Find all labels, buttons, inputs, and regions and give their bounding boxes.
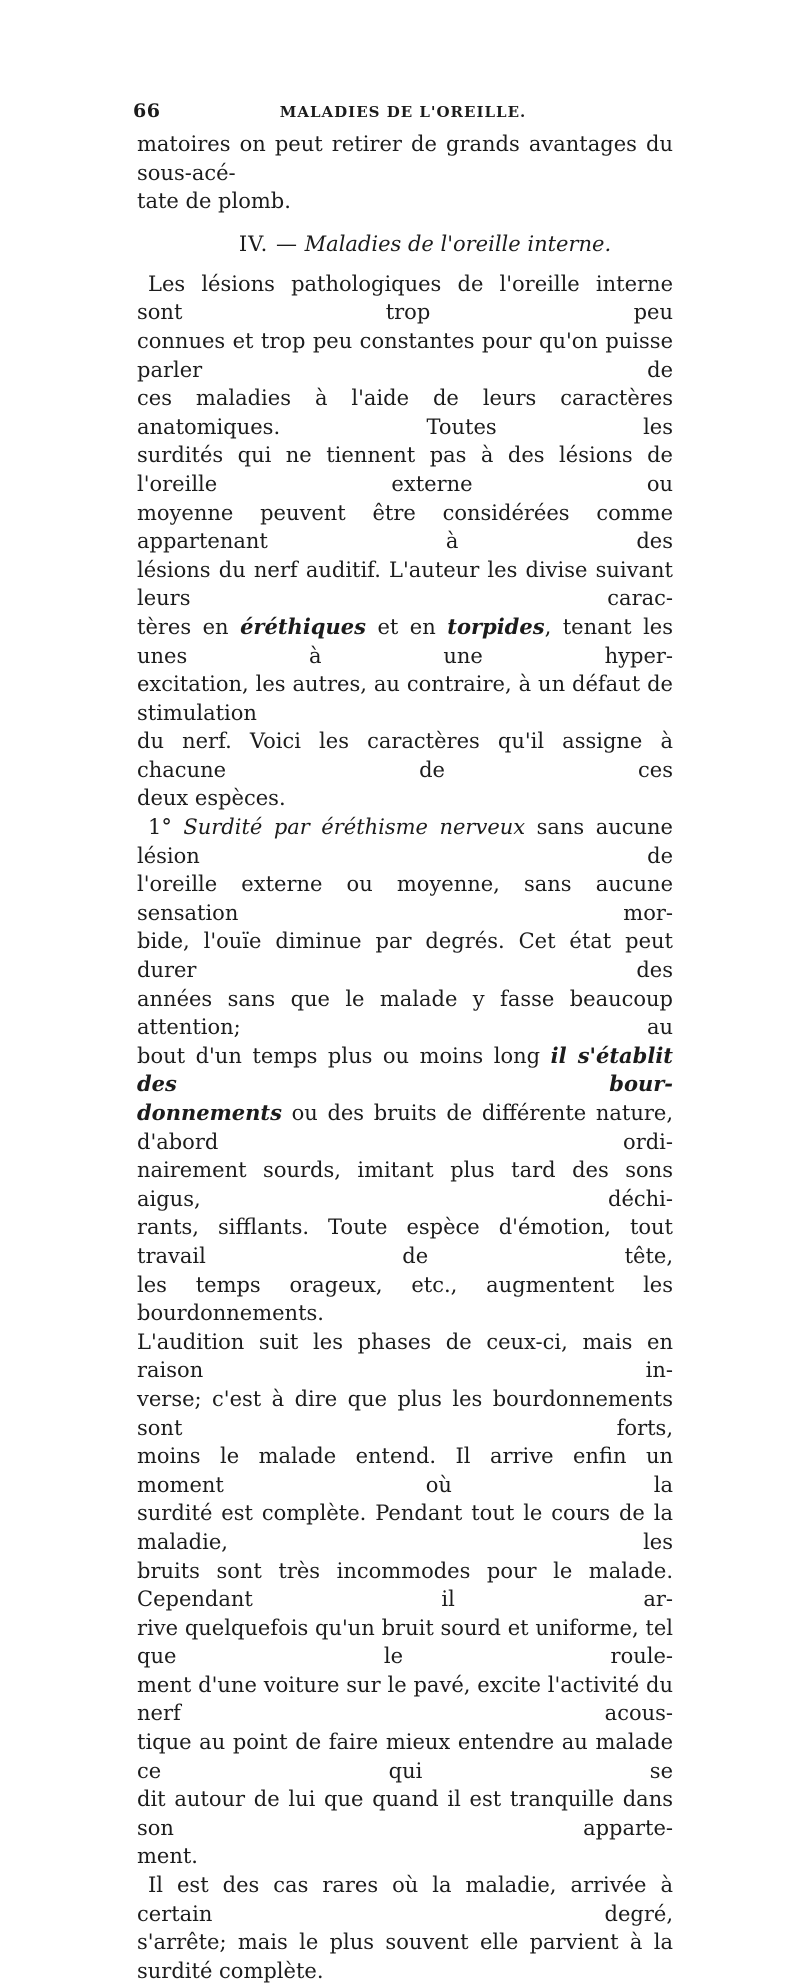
text-line: ment d'une voiture sur le pavé, excite l'activité du nerf acous- <box>137 1672 673 1726</box>
text-line: Les lésions pathologiques de l'oreille interne sont trop peu <box>137 271 673 325</box>
section-heading <box>137 230 673 258</box>
text-line: deux espèces. <box>137 786 286 811</box>
text-line: dit autour de lui que quand il est tranquille dans son apparte- <box>137 1787 673 1840</box>
text-span: et en <box>377 614 436 639</box>
text-line: l'oreille externe ou moyenne, sans aucune sensation mor- <box>137 872 673 925</box>
text-line: nairement sourds, imitant plus tard des sons aigus, déchi- <box>137 1158 673 1211</box>
text-line: s'arrête; mais le plus souvent elle parvient à la surdité complète. <box>137 1930 673 1983</box>
text-line: bruits sont très incommodes pour le malade. Cependant il ar- <box>137 1558 673 1612</box>
text-line: ment. <box>137 1844 198 1869</box>
text-line: matoires on peut retirer de grands avantages du sous-acé- <box>137 132 673 185</box>
text-line: rants, sifflants. Toute espèce d'émotion, tout travail de tête, <box>137 1215 673 1268</box>
text-line: moyenne peuvent être considérées comme appartenant à des <box>137 500 673 554</box>
text-line: rive quelquefois qu'un bruit sourd et uniforme, tel que le roule- <box>137 1615 673 1669</box>
text-line: moins le malade entend. Il arrive enfin un moment où la <box>137 1444 673 1497</box>
section-title: Maladies de l'oreille interne. <box>304 231 612 256</box>
page-header <box>133 100 673 126</box>
list-number: 1° <box>148 815 172 840</box>
text-line <box>137 1042 673 1099</box>
text-line: ces maladies à l'aide de leurs caractères anatomiques. Toutes les <box>137 386 673 439</box>
text-line: les temps orageux, etc., augmentent les bourdonnements. <box>137 1272 673 1326</box>
text-line: connues et trop peu constantes pour qu'on puisse parler de <box>137 328 673 382</box>
text-line: Il est des cas rares où la maladie, arrivée à certain degré, <box>137 1873 673 1926</box>
text-line: surdités qui ne tiennent pas à des lésions de l'oreille externe ou <box>137 443 673 496</box>
text-line <box>137 613 673 670</box>
emphasis-donnements: donnements <box>137 1100 282 1125</box>
text-span: ou des bruits de différente nature, d'abord ordi- <box>137 1101 673 1154</box>
text-line: bide, l'ouïe diminue par degrés. Cet état peut durer des <box>137 929 673 983</box>
page-number: 66 <box>133 100 161 122</box>
text-line: lésions du nerf auditif. L'auteur les divise suivant leurs carac- <box>137 557 673 611</box>
text-line: L'audition suit les phases de ceux-ci, mais en raison in- <box>137 1329 673 1383</box>
emphasis-surdite: Surdité par éréthisme nerveux <box>183 815 526 840</box>
emphasis-bourdonnements: il s'établit des bour- <box>137 1042 673 1097</box>
text-span: bout d'un temps plus ou moins long <box>137 1043 541 1068</box>
text-line: excitation, les autres, au contraire, à un défaut de stimulation <box>137 672 673 725</box>
running-head: MALADIES DE L'OREILLE. <box>279 103 527 121</box>
emphasis-erethiques: éréthiques <box>240 613 366 639</box>
text-line: du nerf. Voici les caractères qu'il assigne à chacune de ces <box>137 729 673 782</box>
section-number: IV. — <box>238 231 298 256</box>
text-line: tique au point de faire mieux entendre au malade ce qui se <box>137 1730 673 1783</box>
emphasis-torpides: torpides <box>447 613 545 639</box>
text-span: tères en <box>137 614 229 639</box>
text-span: sans aucune lésion de <box>137 815 673 868</box>
text-line: années sans que le malade y fasse beaucoup attention; au <box>137 986 673 1040</box>
text-span: , tenant les unes à une hyper- <box>137 614 674 668</box>
text-line <box>137 1099 673 1156</box>
text-line: surdité est complète. Pendant tout le cours de la maladie, les <box>137 1501 673 1554</box>
text-line: verse; c'est à dire que plus les bourdonnements sont forts, <box>137 1386 673 1440</box>
text-line <box>137 813 673 870</box>
text-line: tate de plomb. <box>137 189 291 214</box>
body-text <box>137 130 673 1985</box>
